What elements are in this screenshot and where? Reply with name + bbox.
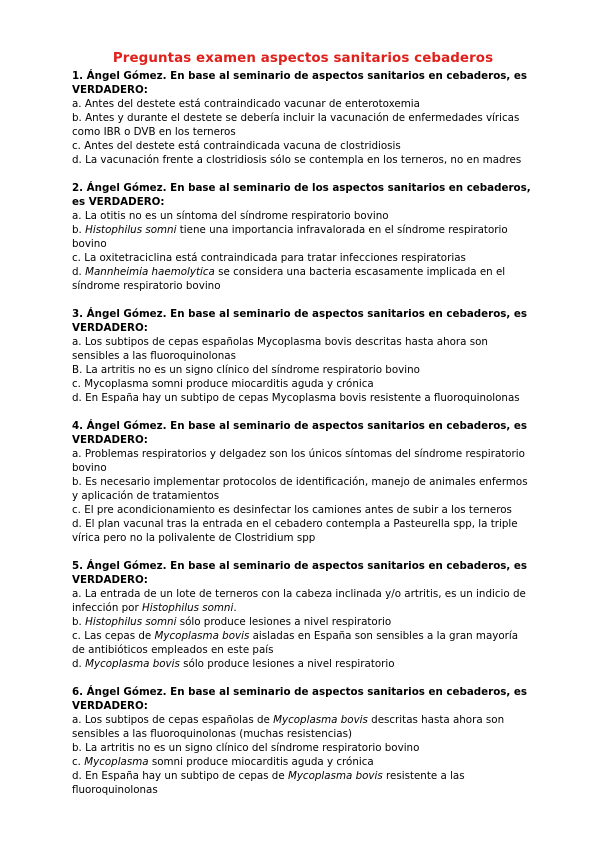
- answer-option: [72, 769, 534, 797]
- answer-option: [72, 587, 534, 615]
- option-text: tiene una importancia infravalorada en el síndrome respiratorio bovino: [72, 224, 508, 250]
- option-text: d. En España hay un subtipo de cepas Mycoplasma bovis resistente a fluoroquinolonas: [72, 392, 520, 404]
- answer-option: [72, 741, 534, 755]
- option-text: somni produce miocarditis aguda y crónica: [148, 756, 374, 768]
- answer-option: [72, 629, 534, 657]
- answer-option: [72, 713, 534, 741]
- answer-option: [72, 251, 534, 265]
- option-text: d. En España hay un subtipo de cepas de: [72, 770, 288, 782]
- answer-option: [72, 475, 534, 503]
- species-name: Mycoplasma: [84, 756, 149, 768]
- species-name: Histophilus somni: [85, 616, 177, 628]
- question-list: [72, 69, 534, 797]
- answer-option: [72, 139, 534, 153]
- answer-option: [72, 223, 534, 251]
- option-text: c.: [72, 756, 85, 768]
- option-text: b. La artritis no es un signo clínico del síndrome respiratorio bovino: [72, 742, 420, 754]
- answer-option: [72, 377, 534, 391]
- question-block: [72, 69, 534, 167]
- option-text: c. La oxitetraciclina está contraindicada para tratar infecciones respiratorias: [72, 252, 466, 264]
- answer-option: [72, 503, 534, 517]
- species-name: Histophilus somni: [141, 602, 234, 614]
- answer-option: [72, 97, 534, 111]
- option-text: B. La artritis no es un signo clínico del síndrome respiratorio bovino: [72, 364, 420, 376]
- answer-option: [72, 209, 534, 223]
- option-text: a. Antes del destete está contraindicado vacunar de enterotoxemia: [72, 98, 420, 110]
- option-text: d. La vacunación frente a clostridiosis sólo se contempla en los terneros, no en madres: [72, 154, 522, 166]
- question-heading: 3. Ángel Gómez. En base al seminario de aspectos sanitarios en cebaderos, es VERDADERO:: [72, 308, 528, 334]
- species-name: Mycoplasma bovis: [287, 770, 383, 782]
- option-text: resistente a las fluoroquinolonas: [72, 770, 465, 796]
- species-name: Mycoplasma bovis: [85, 658, 180, 670]
- answer-option: [72, 517, 534, 545]
- option-text: aisladas en España son sensibles a la gran mayoría de antibióticos empleados en este país: [72, 630, 519, 656]
- option-text: se considera una bacteria escasamente implicada en el síndrome respiratorio bovino: [72, 266, 506, 292]
- answer-option: [72, 111, 534, 139]
- question-heading: 4. Ángel Gómez. En base al seminario de aspectos sanitarios en cebaderos, es VERDADERO:: [72, 420, 528, 446]
- option-text: d.: [72, 266, 86, 278]
- question-block: [72, 685, 534, 797]
- answer-option: [72, 755, 534, 769]
- answer-option: [72, 657, 534, 671]
- question-block: [72, 419, 534, 545]
- option-text: b. Es necesario implementar protocolos de identificación, manejo de animales enfermos y aplicación de tratamientos: [72, 476, 528, 502]
- option-text: c. Las cepas de: [72, 630, 155, 642]
- species-name: Mycoplasma bovis: [273, 714, 368, 726]
- option-text: sólo produce lesiones a nivel respiratorio: [179, 658, 395, 670]
- option-text: .: [233, 602, 237, 614]
- option-text: c. Mycoplasma somni produce miocarditis aguda y crónica: [72, 378, 374, 390]
- option-text: c. El pre acondicionamiento es desinfectar los camiones antes de subir a los terneros: [72, 504, 512, 516]
- option-text: b.: [72, 224, 86, 236]
- option-text: b.: [72, 616, 86, 628]
- option-text: b. Antes y durante el destete se debería incluir la vacunación de enfermedades víricas como IBR o DVB en los terneros: [72, 112, 520, 138]
- answer-option: [72, 363, 534, 377]
- option-text: d. El plan vacunal tras la entrada en el cebadero contempla a Pasteurella spp, la triple vírica pero no la polivalente de Clostridium spp: [72, 518, 518, 544]
- answer-option: [72, 335, 534, 363]
- option-text: descritas hasta ahora son sensibles a las fluoroquinolonas (muchas resistencias): [72, 714, 505, 740]
- answer-option: [72, 265, 534, 293]
- option-text: a. Problemas respiratorios y delgadez son los únicos síntomas del síndrome respiratorio bovino: [72, 448, 525, 474]
- option-text: a. Los subtipos de cepas españolas de: [72, 714, 274, 726]
- document-page: [72, 50, 534, 811]
- species-name: Mannheimia haemolytica: [85, 266, 215, 278]
- species-name: Histophilus somni: [85, 224, 177, 236]
- question-block: [72, 181, 534, 293]
- option-text: a. La otitis no es un síntoma del síndrome respiratorio bovino: [72, 210, 389, 222]
- question-heading: 6. Ángel Gómez. En base al seminario de aspectos sanitarios en cebaderos, es VERDADERO:: [72, 686, 528, 712]
- option-text: a. La entrada de un lote de terneros con la cabeza inclinada y/o artritis, es un indicio de infección por: [72, 588, 526, 614]
- question-heading: 1. Ángel Gómez. En base al seminario de aspectos sanitarios en cebaderos, es VERDADERO:: [72, 70, 528, 96]
- question-block: [72, 307, 534, 405]
- species-name: Mycoplasma bovis: [154, 630, 250, 642]
- question-heading: 2. Ángel Gómez. En base al seminario de los aspectos sanitarios en cebaderos, es VERDADERO:: [72, 182, 531, 208]
- question-block: [72, 559, 534, 671]
- answer-option: [72, 615, 534, 629]
- question-heading: 5. Ángel Gómez. En base al seminario de aspectos sanitarios en cebaderos, es VERDADERO:: [72, 560, 528, 586]
- answer-option: [72, 447, 534, 475]
- option-text: sólo produce lesiones a nivel respiratorio: [176, 616, 392, 628]
- option-text: a. Los subtipos de cepas españolas Mycoplasma bovis descritas hasta ahora son sensibles a las fluoroquinolonas: [72, 336, 488, 362]
- answer-option: [72, 153, 534, 167]
- answer-option: [72, 391, 534, 405]
- option-text: d.: [72, 658, 86, 670]
- document-title: Preguntas examen aspectos sanitarios cebaderos: [112, 51, 494, 66]
- option-text: c. Antes del destete está contraindicada vacuna de clostridiosis: [72, 140, 401, 152]
